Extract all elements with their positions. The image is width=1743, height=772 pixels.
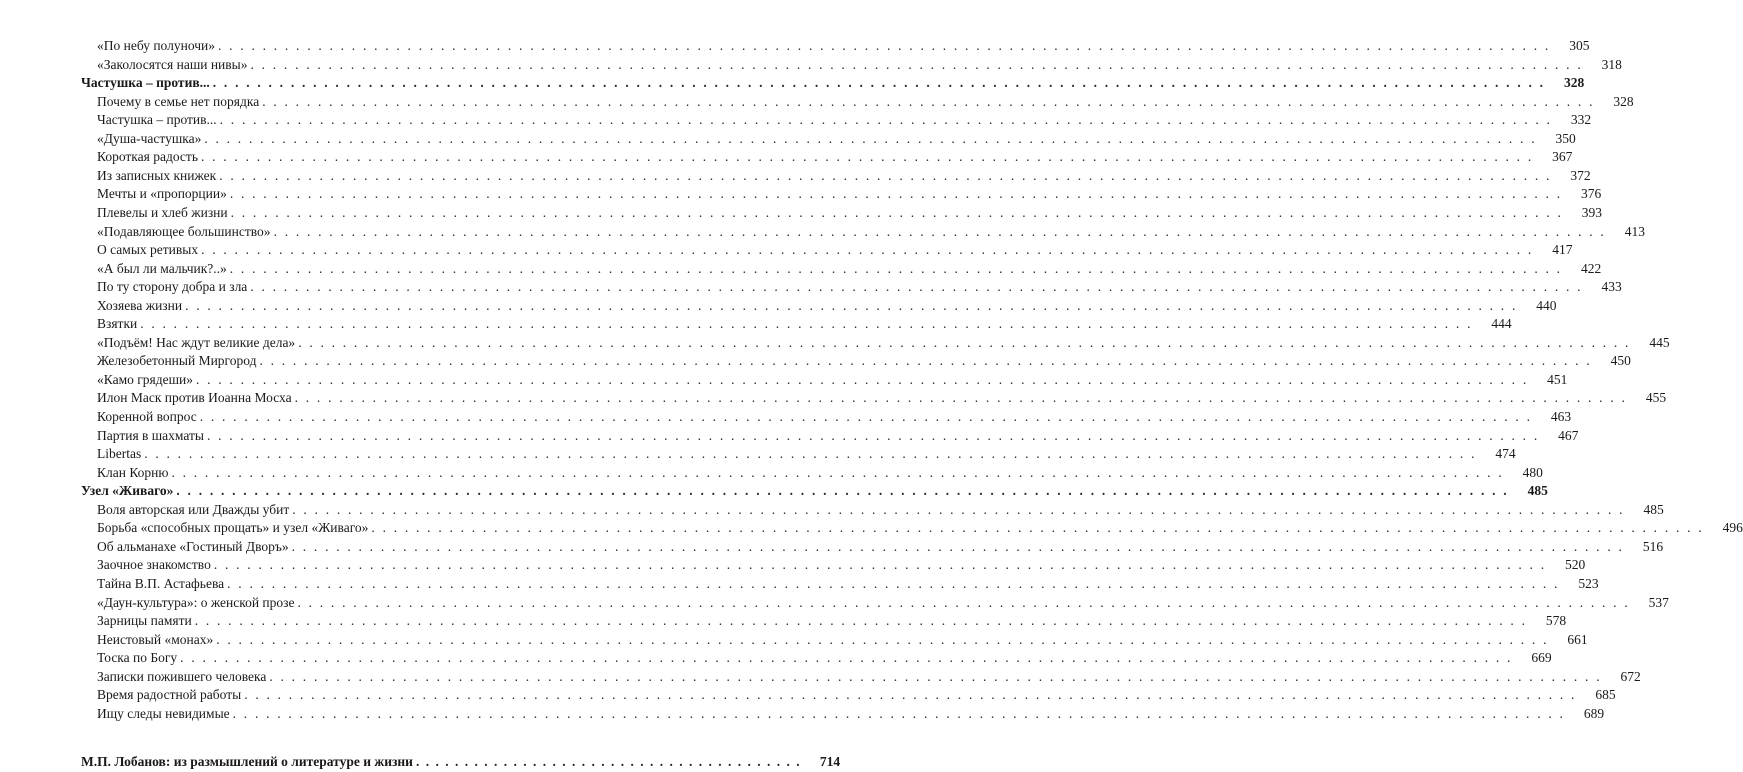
toc-entry bbox=[0, 56, 1622, 75]
toc-page-number: 328 bbox=[1613, 93, 1634, 109]
leader-dots: . . . . . . . . . . . . . . . . . . . . . . . . . . . . . . . . . . . . . . . . . . . . . . . . . . . . . . . . . . . . . . . . . . . . . . . . . . . . . . . . . . . . . . . . . . . . . . . . . . . . . . . . . . . . . . . . . . . . . . . . bbox=[250, 56, 1583, 72]
toc-entry bbox=[0, 686, 1616, 705]
toc-entry bbox=[0, 352, 1631, 371]
toc-page-number: 350 bbox=[1555, 130, 1576, 146]
toc-section-heading bbox=[0, 74, 1585, 93]
leader-dots: . . . . . . . . . . . . . . . . . . . . . . . . . . . . . . . . . . . . . . . . . . . . . . . . . . . . . . . . . . . . . . . . . . . . . . . . . . . . . . . . . . . . . . . . . . . . . . . . . . . . . . . . . . . . . . . . . . . . . . . . bbox=[180, 650, 1513, 666]
toc-entry-title: Зарницы памяти bbox=[97, 613, 192, 629]
toc-page-number: 516 bbox=[1642, 538, 1664, 554]
toc-entry bbox=[0, 594, 1669, 613]
toc-page-number: 689 bbox=[1583, 705, 1605, 721]
toc-page-number: 474 bbox=[1495, 446, 1516, 462]
leader-dots: . . . . . . . . . . . . . . . . . . . . . . . . . . . . . . . . . . . . . . . . . . . . . . . . . . . . . . . . . . . . . . . . . . . . . . . . . . . . . . . . . . . . . . . . . . . . . . . . . . . . . . . . . . . . . . . . . . . . . . . . bbox=[227, 575, 1560, 591]
toc-entry-title: Илон Маск против Иоанна Мосха bbox=[97, 390, 292, 406]
toc-entry-title: Неистовый «монах» bbox=[97, 631, 214, 647]
toc-entry-title: «Даун-культура»: о женской прозе bbox=[97, 594, 295, 610]
leader-dots: . . . . . . . . . . . . . . . . . . . . . . . . . . . . . . . . . . . . . . . . . . . . . . . . . . . . . . . . . . . . . . . . . . . . . . . . . . . . . . . . . . . . . . . . . . . . . . . . . . . . . . . . . . . . . . . . . . . . . . . . bbox=[259, 353, 1592, 369]
toc-entry bbox=[0, 427, 1579, 446]
toc-entry bbox=[0, 389, 1667, 408]
toc-entry bbox=[0, 315, 1512, 334]
toc-entry bbox=[0, 501, 1664, 520]
toc-entry bbox=[0, 612, 1567, 631]
toc-entry-title: Из записных книжек bbox=[97, 167, 217, 183]
toc-section-heading bbox=[0, 482, 1548, 501]
toc-entry-title: «Подъём! Нас ждут великие дела» bbox=[97, 334, 296, 350]
leader-dots: . . . . . . . . . . . . . . . . . . . . . . . . . . . . . . . . . . . . . . . . . . . . . . . . . . . . . . . . . . . . . . . . . . . . . . . . . . . . . . . . . . . . . . . . . . . . . . . . . . . . . . . . . . . . . . . . . . . . . . . . bbox=[273, 223, 1606, 239]
leader-dots: . . . . . . . . . . . . . . . . . . . . . . . . . . . . . . . . . . . . . . . . . . . . . . . . . . . . . . . . . . . . . . . . . . . . . . . . . . . . . . . . . . . . . . . . . . . . . . . . . . . . . . . . . . . . . . . . . . . . . . . . bbox=[262, 93, 1595, 109]
toc-entry bbox=[0, 668, 1641, 687]
toc-final-entry bbox=[0, 753, 841, 772]
leader-dots: . . . . . . . . . . . . . . . . . . . . . . . . . . . . . . . . . . . . . . . . . . . . . . . . . . . . . . . . . . . . . . . . . . . . . . . . . . . . . . . . . . . . . . . . . . . . . . . . . . . . . . . . . . . . . . . . . . . . . . . . bbox=[201, 242, 1534, 258]
leader-dots: . . . . . . . . . . . . . . . . . . . . . . . . . . . . . . . . . . . . . . . . . . . . . . . . . . . . . . . . . . . . . . . . . . . . . . . . . . . . . . . . . . . . . . . . . . . . . . . . . . . . . . . . . . . . . . . . . . . . . . . . bbox=[206, 427, 1540, 443]
toc-entry bbox=[0, 334, 1670, 353]
toc-page-number: 467 bbox=[1558, 427, 1579, 443]
toc-entry bbox=[0, 278, 1622, 297]
leader-dots: . . . . . . . . . . . . . . . . . . . . . . . . . . . . . . . . . . . . . . . . . . . . . . . . . . . . . . . . . . . . . . . . . . . . . . . . . . . . . . . . . . . . . . . . . . . . . . . . . . . . . . . . . . . . . . . . . . . . . . . . bbox=[218, 38, 1551, 53]
leader-dots: . . . . . . . . . . . . . . . . . . . . . . . . . . . . . . . . . . . . . . . . . . . . . . . . . . . . . . . . . . . . . . . . . . . . . . . . . . . . . . . . . . . . . . . . . . . . . . . . . . . . . . . . . . . . . . . . . . . . . . . . bbox=[213, 557, 1547, 573]
toc-page-number: 440 bbox=[1536, 297, 1557, 313]
leader-dots: . . . . . . . . . . . . . . . . . . . . . . . . . . . . . . . . . . . . . . . . . . . . . . . . . . . . . . . . . . . . . . . . . . . . . . . . . . . . . . . . . . . . . . . . . . . . . . . . . . . . . . . . . . . . . . . . . . . . . . . . bbox=[200, 149, 1534, 165]
toc-entry-title: Тайна В.П. Астафьева bbox=[97, 575, 225, 591]
toc-entry-title: Плевелы и хлеб жизни bbox=[97, 204, 228, 220]
toc-entry-title: О самых ретивых bbox=[97, 242, 199, 258]
toc-entry-title: Хозяева жизни bbox=[97, 297, 183, 313]
toc-page-number: 537 bbox=[1648, 594, 1669, 610]
leader-dots: . . . . . . . . . . . . . . . . . . . . . . . . . . . . . . . . . . . . . . . . . . . . . . . . . . . . . . . . . . . . . . . . . . . . . . . . . . . . . . . . . . . . . . . . . . . . . . . . . . . . . . . . . . . . . . . . . . . . . . . . bbox=[219, 167, 1552, 183]
toc-entry-title: Мечты и «пропорции» bbox=[97, 186, 227, 202]
toc-page-number: 450 bbox=[1610, 353, 1631, 369]
leader-dots: . . . . . . . . . . . . . . . . . . . . . . . . . . . . . . . . . . . . . . . . . . . . . . . . . . . . . . . . . . . . . . . . . . . . . . . . . . . . . . . . . . . . . . . . . . . . . . . . . . . . . . . . . . . . . . . . . . . . . . . . bbox=[292, 501, 1625, 517]
toc-page-number: 451 bbox=[1547, 371, 1568, 387]
toc-entry-title: Партия в шахматы bbox=[97, 427, 204, 443]
toc-page-number: 413 bbox=[1624, 223, 1645, 239]
toc-entry-title: Воля авторская или Дважды убит bbox=[97, 501, 290, 517]
leader-dots: . . . . . . . . . . . . . . . . . . . . . . . . . . . . . . . . . . . . . . . . . . . . . . . . . . . . . . . . . . . . . . . . . . . . . . . . . . . . . . . . . . . . . . . . . . . . . . . . . . . . . . . . . . . . . . . . . . . . . . . . bbox=[176, 483, 1509, 499]
toc-entry bbox=[0, 148, 1573, 167]
leader-dots: . . . . . . . . . . . . . . . . . . . . . . . . . . . . . . . . . . . . . . . . . . . . . . . . . . . . . . . . . . . . . . . . . . . . . . . . . . . . . . . . . . . . . . . . . . . . . . . . . . . . . . . . . . . . . . . . . . . . . . . . bbox=[195, 371, 1529, 387]
leader-dots: . . . . . . . . . . . . . . . . . . . . . . . . . . . . . . . . . . . . . . . . . . . . . . . . . . . . . . . . . . . . . . . . . . . . . . . . . . . . . . . . . . . . . . . . . . . . . . . . . . . . . . . . . . . . . . . . . . . . . . . . bbox=[294, 390, 1628, 406]
leader-dots: . . . . . . . . . . . . . . . . . . . . . . . . . . . . . . . . . . . . . . . . . . . . . . . . . . . . . . . . . . . . . . . . . . . . . . . . . . . . . . . . . . . . . . . . . . . . . . . . . . . . . . . . . . . . . . . . . . . . . . . . bbox=[185, 297, 1518, 313]
toc-entry bbox=[0, 167, 1591, 186]
toc-page-number: 445 bbox=[1649, 334, 1670, 350]
toc-entry-title: Короткая радость bbox=[97, 149, 198, 165]
leader-dots: . . . . . . . . . . . . . . . . . . . . . . . . . . . . . . . . . . . . . . . . . . . . . . . . . . . . . . . . . . . . . . . . . . . . . . . . . . . . . . . . . . . . . . . . . . . . . . . . . . . . . . . . . . . . . . . . . . . . . . . . bbox=[298, 334, 1631, 350]
toc-entry-title: Записки пожившего человека bbox=[97, 668, 267, 684]
toc-page-number: 480 bbox=[1522, 464, 1543, 480]
toc-page-number: 455 bbox=[1645, 390, 1667, 406]
toc-entry bbox=[0, 204, 1603, 223]
toc-page-number: 485 bbox=[1643, 501, 1664, 517]
leader-dots: . . . . . . . . . . . . . . . . . . . . . . . . . . . . . . . . . . . . . . . . . . . . . . . . . . . . . . . . . . . . . . . . . . . . . . . . . . . . . . . . . . . . . . . . . . . . . . . . . . . . . . . . . . . . . . . . . . . . . . . . bbox=[219, 112, 1553, 128]
toc-page-number: 496 bbox=[1722, 520, 1743, 536]
leader-dots: . . . . . . . . . . . . . . . . . . . . . . . . . . . . . . . . . . . . . . . . . . . . . . . . . . . . . . . . . . . . . . . . . . . . . . . . . . . . . . . . . . . . . . . . . . . . . . . . . . . . . . . . . . . . . . . . . . . . . . . . bbox=[171, 464, 1504, 480]
leader-dots: . . . . . . . . . . . . . . . . . . . . . . . . . . . . . . . . . . . . . . . . . . . . . . . . . . . . . . . . . . . . . . . . . . . . . . . . . . . . . . . . . . . . . . . . . . . . . . . . . . . . . . . . . . . . . . . . . . . . . . . . bbox=[297, 594, 1630, 610]
toc-entry bbox=[0, 538, 1664, 557]
toc-entry-title: Libertas bbox=[97, 446, 142, 462]
toc-entry-title: Борьба «способных прощать» и узел «Живаго» bbox=[97, 520, 369, 536]
toc-page-number: 578 bbox=[1545, 613, 1567, 629]
toc-entry bbox=[0, 556, 1586, 575]
toc-entry bbox=[0, 37, 1590, 56]
toc-entry bbox=[0, 185, 1602, 204]
toc-page-number: 520 bbox=[1565, 557, 1586, 573]
toc-entry-title: «А был ли мальчик?..» bbox=[97, 260, 227, 276]
toc-entry-title: Узел «Живаго» bbox=[81, 483, 174, 499]
toc-entry-title: Время радостной работы bbox=[97, 687, 242, 703]
toc-page-number: 661 bbox=[1567, 631, 1588, 647]
toc-entry-title: «Душа-частушка» bbox=[97, 130, 202, 146]
toc-entry-title: Ищу следы невидимые bbox=[97, 705, 230, 721]
leader-dots: . . . . . . . . . . . . . . . . . . . . . . . . . . . . . . . . . . . . . . . . . . . . . . . . . . . . . . . . . . . . . . . . . . . . . . . . . . . . . . . . . . . . . . . . . . . . . . . . . . . . . . . . . . . . . . . . . . . . . . . . bbox=[199, 409, 1533, 424]
toc-entry-title: Частушка – против... bbox=[81, 75, 210, 91]
toc-page-number: 367 bbox=[1552, 149, 1573, 165]
toc-page-number: 523 bbox=[1578, 575, 1599, 591]
leader-dots: . . . . . . . . . . . . . . . . . . . . . . . . . . . . . . . . . . . . . . . . . . . . . . . . . . . . . . . . . . . . . . . . . . . . . . . . . . . . . . . . . . . . . . . . . . . . . . . . . . . . . . . . . . . . . . . . . . . . . . . . bbox=[212, 75, 1546, 91]
toc-entry-title: М.П. Лобанов: из размышлений о литературе и жизни bbox=[81, 754, 413, 770]
toc-page-number: 672 bbox=[1620, 668, 1641, 684]
toc-entry bbox=[0, 464, 1543, 483]
leader-dots: . . . . . . . . . . . . . . . . . . . . . . . . . . . . . . . . . . . . . . . . . . . . . . . . . . . . . . . . . . . . . . . . . . . . . . . . . . . . . . . . . . . . . . . . . . . . . . . . . . . . . . . . . . . . . . . . . . . . . . . . bbox=[250, 279, 1583, 295]
leader-dots: . . . . . . . . . . . . . . . . . . . . . . . . . . . . . . . . . . . . . . . . . . . . . . . . . . . . . . . . . . . . . . . . . . . . . . . . . . . . . . . . . . . . . . . . . . . . . . . . . . . . . . . . . . . . . . . . . . . . . . . . bbox=[229, 260, 1563, 276]
toc-entry-title: Взятки bbox=[97, 316, 138, 332]
toc-entry bbox=[0, 575, 1599, 594]
toc-entry-title: «Подавляющее большинство» bbox=[97, 223, 271, 239]
toc-entry bbox=[0, 519, 1743, 538]
leader-dots: . . . . . . . . . . . . . . . . . . . . . . . . . . . . . . . . . . . . . . . . . . . . . . . . . . . . . . . . . . . . . . . . . . . . . . . . . . . . . . . . . . . . . . . . . . . . . . . . . . . . . . . . . . . . . . . . . . . . . . . . bbox=[371, 520, 1704, 536]
toc-entry-title: «Камо грядеши» bbox=[97, 371, 193, 387]
leader-dots: . . . . . . . . . . . . . . . . . . . . . . . . . . . . . . . . . . . . . . . . . . . . . . . . . . . . . . . . . . . . . . . . . . . . . . . . . . . . . . . . . . . . . . . . . . . . . . . . . . . . . . . . . . . . . . . . . . . . . . . . bbox=[144, 446, 1477, 462]
toc-page-number: 376 bbox=[1581, 186, 1602, 202]
toc-entry bbox=[0, 445, 1516, 464]
toc-page-number: 714 bbox=[819, 754, 841, 770]
toc-entry-title: Об альманахе «Гостиный Дворъ» bbox=[97, 538, 289, 554]
toc-page-number: 444 bbox=[1491, 316, 1512, 332]
leader-dots: . . . . . . . . . . . . . . . . . . . . . . . . . . . . . . . . . . . . . . . . . . . . . . . . . . . . . . . . . . . . . . . . . . . . . . . . . . . . . . . . . . . . . . . . . . . . . . . . . . . . . . . . . . . . . . . . . . . . . . . . bbox=[230, 204, 1564, 220]
toc-entry bbox=[0, 223, 1645, 242]
toc-page-number: 393 bbox=[1581, 204, 1603, 220]
leader-dots: . . . . . . . . . . . . . . . . . . . . . . . . . . . . . . . . . . . . . . . . . . . . . . . . . . . . . . . . . . . . . . . . . . . . . . . . . . . . . . . . . . . . . . . . . . . . . . . . . . . . . . . . . . . . . . . . . . . . . . . . bbox=[194, 613, 1528, 629]
leader-dots: . . . . . . . . . . . . . . . . . . . . . . . . . . . . . . . . . . . . . . . . . . . . . . . . . . . . . . . . . . . . . . . . . . . . . . . . . . . . . . . . . . . . . . . . . . . . . . . . . . . . . . . . . . . . . . . . . . . . . . . . bbox=[140, 316, 1473, 332]
leader-dots: . . . . . . . . . . . . . . . . . . . . . . . . . . . . . . . . . . . . . . . . . . . . . . . . . . . . . . . . . . . . . . . . . . . . . . . . . . . . . . . . . . . . . . . . . . . . . . . . . . . . . . . . . . . . . . . . . . . . . . . . bbox=[229, 186, 1563, 202]
toc-page-number: 422 bbox=[1580, 260, 1602, 276]
leader-dots: . . . . . . . . . . . . . . . . . . . . . . . . . . . . . . . . . . . . . . . . . . . . . . . . . . . . . . . . . . . . . . . . . . . . . . . . . . . . . . . . . . . . . . . . . . . . . . . . . . . . . . . . . . . . . . . . . . . . . . . . bbox=[204, 130, 1537, 146]
toc-entry bbox=[0, 649, 1552, 668]
toc-page-number: 305 bbox=[1569, 38, 1590, 53]
toc-entry-title: Коренной вопрос bbox=[97, 409, 197, 424]
leader-dots: . . . . . . . . . . . . . . . . . . . . . . . . . . . . . . . . . . . . . . . . bbox=[415, 754, 802, 770]
toc-page-number: 417 bbox=[1552, 242, 1573, 258]
toc-entry-title: Заочное знакомство bbox=[97, 557, 211, 573]
toc-entry bbox=[0, 130, 1576, 149]
toc-entry bbox=[0, 408, 1572, 427]
toc-entry bbox=[0, 631, 1588, 650]
toc-page-number: 485 bbox=[1527, 483, 1548, 499]
toc-entry bbox=[0, 705, 1605, 724]
toc-entry bbox=[0, 111, 1592, 130]
toc-page-number: 433 bbox=[1601, 279, 1622, 295]
toc-entry bbox=[0, 241, 1573, 260]
toc-page-number: 685 bbox=[1595, 687, 1616, 703]
toc-page-number: 463 bbox=[1550, 409, 1572, 424]
leader-dots: . . . . . . . . . . . . . . . . . . . . . . . . . . . . . . . . . . . . . . . . . . . . . . . . . . . . . . . . . . . . . . . . . . . . . . . . . . . . . . . . . . . . . . . . . . . . . . . . . . . . . . . . . . . . . . . . . . . . . . . . bbox=[244, 687, 1577, 703]
toc-entry-title: Тоска по Богу bbox=[97, 650, 178, 666]
toc-entry bbox=[0, 93, 1634, 112]
toc-page-number: 372 bbox=[1570, 167, 1591, 183]
leader-dots: . . . . . . . . . . . . . . . . . . . . . . . . . . . . . . . . . . . . . . . . . . . . . . . . . . . . . . . . . . . . . . . . . . . . . . . . . . . . . . . . . . . . . . . . . . . . . . . . . . . . . . . . . . . . . . . . . . . . . . . . bbox=[232, 705, 1566, 721]
toc-entry-title: Железобетонный Миргород bbox=[97, 353, 257, 369]
toc-entry-title: Клан Корню bbox=[97, 464, 169, 480]
toc-entry-title: По ту сторону добра и зла bbox=[97, 279, 248, 295]
toc-entry bbox=[0, 297, 1557, 316]
toc-entry-title: Почему в семье нет порядка bbox=[97, 93, 260, 109]
toc-page-number: 332 bbox=[1570, 112, 1592, 128]
toc-entry bbox=[0, 260, 1602, 279]
toc-entry-title: «По небу полуночи» bbox=[97, 38, 215, 53]
leader-dots: . . . . . . . . . . . . . . . . . . . . . . . . . . . . . . . . . . . . . . . . . . . . . . . . . . . . . . . . . . . . . . . . . . . . . . . . . . . . . . . . . . . . . . . . . . . . . . . . . . . . . . . . . . . . . . . . . . . . . . . . bbox=[269, 668, 1602, 684]
toc-page-number: 318 bbox=[1601, 56, 1622, 72]
toc-entry-title: Частушка – против... bbox=[97, 112, 217, 128]
leader-dots: . . . . . . . . . . . . . . . . . . . . . . . . . . . . . . . . . . . . . . . . . . . . . . . . . . . . . . . . . . . . . . . . . . . . . . . . . . . . . . . . . . . . . . . . . . . . . . . . . . . . . . . . . . . . . . . . . . . . . . . . bbox=[291, 538, 1625, 554]
toc-page-number: 328 bbox=[1563, 75, 1585, 91]
toc-entry-title: «Заколосятся наши нивы» bbox=[97, 56, 248, 72]
toc-page-number: 669 bbox=[1531, 650, 1552, 666]
toc-entry bbox=[0, 371, 1568, 390]
leader-dots: . . . . . . . . . . . . . . . . . . . . . . . . . . . . . . . . . . . . . . . . . . . . . . . . . . . . . . . . . . . . . . . . . . . . . . . . . . . . . . . . . . . . . . . . . . . . . . . . . . . . . . . . . . . . . . . . . . . . . . . . bbox=[216, 631, 1549, 647]
